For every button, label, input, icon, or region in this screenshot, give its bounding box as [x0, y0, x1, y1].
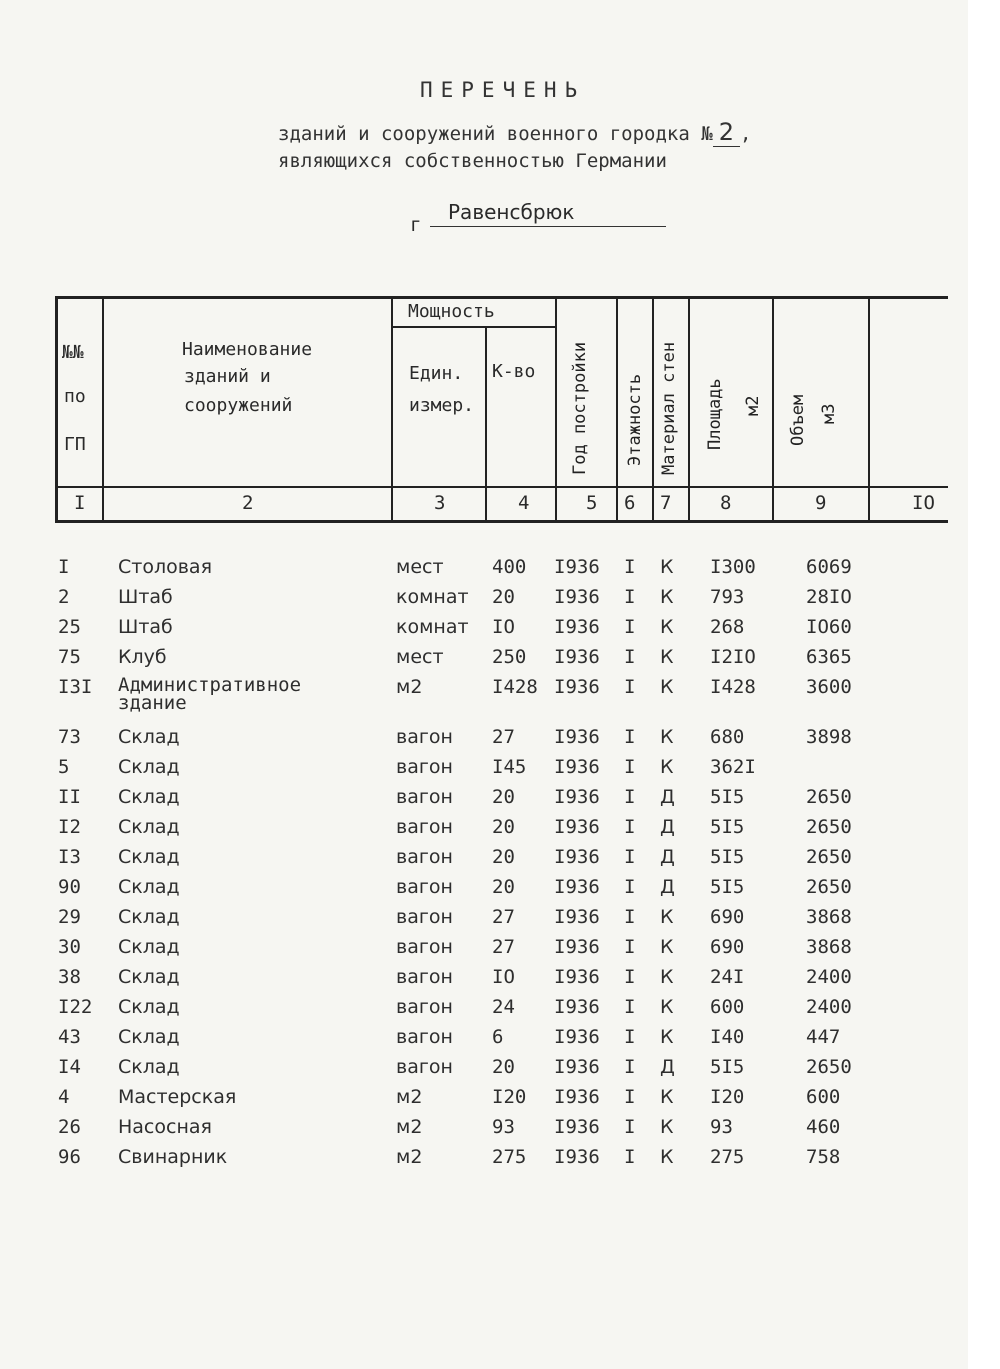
- quantity: 93: [492, 1116, 515, 1138]
- floor-count: I: [624, 906, 636, 928]
- col-border-9: [868, 296, 870, 523]
- quantity: 20: [492, 876, 515, 898]
- header-top-border: [55, 296, 948, 299]
- floor-count: I: [624, 1086, 636, 1108]
- volume-m3: 6069: [806, 556, 852, 578]
- building-name: Штаб: [118, 586, 173, 608]
- area-m2: 680: [710, 726, 745, 748]
- col-name-line1: Наименование: [182, 339, 313, 360]
- area-m2: 5I5: [710, 816, 745, 838]
- year-built: I936: [554, 646, 600, 668]
- volume-m3: 758: [806, 1146, 841, 1168]
- col-no-line2: по: [64, 386, 86, 407]
- quantity: 24: [492, 996, 515, 1018]
- building-name: Склад: [118, 996, 180, 1018]
- document-subtitle-line2: являющихся собственностью Германии: [278, 150, 667, 172]
- wall-material: К: [660, 646, 674, 668]
- wall-material: К: [660, 1116, 674, 1138]
- building-name: Склад: [118, 906, 180, 928]
- table-row: [0, 646, 968, 676]
- year-built: I936: [554, 786, 600, 808]
- row-number: 38: [58, 966, 81, 988]
- col-floors-label: Этажность: [625, 373, 645, 466]
- wall-material: К: [660, 936, 674, 958]
- building-name: Склад: [118, 1026, 180, 1048]
- colnum-1: I: [74, 492, 86, 514]
- building-name: Свинарник: [118, 1146, 228, 1168]
- area-m2: I300: [710, 556, 756, 578]
- year-built: I936: [554, 586, 600, 608]
- building-name: Штаб: [118, 616, 173, 638]
- volume-m3: 2650: [806, 786, 852, 808]
- unit-of-measure: комнат: [396, 586, 469, 608]
- year-built: I936: [554, 996, 600, 1018]
- unit-of-measure: вагон: [396, 756, 453, 778]
- area-m2: I2IO: [710, 646, 756, 668]
- unit-of-measure: вагон: [396, 876, 453, 898]
- unit-of-measure: вагон: [396, 846, 453, 868]
- volume-m3: 3868: [806, 906, 852, 928]
- building-name: Насосная: [118, 1116, 212, 1138]
- colnum-8: 8: [720, 492, 732, 514]
- col-border-8: [772, 296, 774, 523]
- floor-count: I: [624, 1026, 636, 1048]
- table-row: [0, 1056, 968, 1086]
- col-no-line3: ГП: [64, 434, 86, 455]
- unit-of-measure: вагон: [396, 816, 453, 838]
- year-built: I936: [554, 616, 600, 638]
- quantity: 20: [492, 786, 515, 808]
- building-name: Склад: [118, 786, 180, 808]
- building-name-line1: Административное: [118, 674, 302, 696]
- volume-m3: IO60: [806, 616, 852, 638]
- quantity: 20: [492, 586, 515, 608]
- wall-material: К: [660, 556, 674, 578]
- wall-material: Д: [660, 816, 675, 838]
- volume-m3: 447: [806, 1026, 841, 1048]
- subtitle-comma: ,: [739, 123, 752, 145]
- area-m2: 275: [710, 1146, 745, 1168]
- row-number: 26: [58, 1116, 81, 1138]
- area-m2: 5I5: [710, 846, 745, 868]
- table-row: [0, 586, 968, 616]
- table-row: [0, 556, 968, 586]
- floor-count: I: [624, 726, 636, 748]
- col-qty-label: К-во: [492, 361, 536, 382]
- row-number: II: [58, 786, 81, 808]
- table-row: [0, 966, 968, 996]
- building-name: Мастерская: [118, 1086, 237, 1108]
- volume-m3: 600: [806, 1086, 841, 1108]
- row-number: I3I: [58, 676, 93, 698]
- header-bottom-border: [55, 520, 948, 523]
- year-built: I936: [554, 936, 600, 958]
- quantity: 27: [492, 936, 515, 958]
- floor-count: I: [624, 756, 636, 778]
- col-name-line3: сооружений: [184, 395, 293, 416]
- building-name: Склад: [118, 1056, 180, 1078]
- power-group-divider: [392, 326, 556, 328]
- area-m2: 362I: [710, 756, 756, 778]
- floor-count: I: [624, 996, 636, 1018]
- year-built: I936: [554, 1056, 600, 1078]
- wall-material: К: [660, 906, 674, 928]
- wall-material: К: [660, 756, 674, 778]
- unit-of-measure: вагон: [396, 786, 453, 808]
- volume-m3: 2650: [806, 816, 852, 838]
- col-border-2: [391, 296, 393, 523]
- col-border-3: [485, 326, 487, 523]
- building-name: Склад: [118, 936, 180, 958]
- colnum-4: 4: [518, 492, 530, 514]
- unit-of-measure: м2: [396, 676, 423, 698]
- year-built: I936: [554, 756, 600, 778]
- wall-material: Д: [660, 1056, 675, 1078]
- floor-count: I: [624, 816, 636, 838]
- area-m2: 5I5: [710, 786, 745, 808]
- row-number: 43: [58, 1026, 81, 1048]
- unit-of-measure: м2: [396, 1146, 423, 1168]
- colnum-2: 2: [242, 492, 254, 514]
- power-group-label: Мощность: [408, 301, 495, 322]
- floor-count: I: [624, 646, 636, 668]
- volume-m3: 2650: [806, 846, 852, 868]
- unit-of-measure: комнат: [396, 616, 469, 638]
- col-volume-line2: м3: [819, 403, 839, 424]
- row-number: 75: [58, 646, 81, 668]
- volume-m3: 3868: [806, 936, 852, 958]
- year-built: I936: [554, 676, 600, 698]
- unit-of-measure: м2: [396, 1086, 423, 1108]
- unit-of-measure: м2: [396, 1116, 423, 1138]
- area-m2: 690: [710, 936, 745, 958]
- building-name: Клуб: [118, 646, 167, 668]
- area-m2: 24I: [710, 966, 745, 988]
- floor-count: I: [624, 876, 636, 898]
- floor-count: I: [624, 1146, 636, 1168]
- volume-m3: 2400: [806, 966, 852, 988]
- quantity: 20: [492, 816, 515, 838]
- building-name: Склад: [118, 876, 180, 898]
- building-name-line2: здание: [118, 692, 187, 714]
- area-m2: 600: [710, 996, 745, 1018]
- wall-material: К: [660, 1026, 674, 1048]
- volume-m3: 2650: [806, 1056, 852, 1078]
- wall-material: К: [660, 996, 674, 1018]
- volume-m3: 3600: [806, 676, 852, 698]
- unit-of-measure: вагон: [396, 966, 453, 988]
- row-number: 5: [58, 756, 70, 778]
- area-m2: 690: [710, 906, 745, 928]
- year-built: I936: [554, 1116, 600, 1138]
- floor-count: I: [624, 1116, 636, 1138]
- colnum-7: 7: [660, 492, 672, 514]
- quantity: 275: [492, 1146, 527, 1168]
- floor-count: I: [624, 556, 636, 578]
- document-subtitle-line1: [278, 118, 751, 146]
- colnum-3: 3: [434, 492, 446, 514]
- header-mid-border: [55, 486, 948, 488]
- unit-of-measure: вагон: [396, 726, 453, 748]
- year-built: I936: [554, 966, 600, 988]
- area-m2: 268: [710, 616, 745, 638]
- row-number: 29: [58, 906, 81, 928]
- table-row: [0, 786, 968, 816]
- quantity: 400: [492, 556, 527, 578]
- row-number: I2: [58, 816, 81, 838]
- building-name: Склад: [118, 846, 180, 868]
- unit-of-measure: мест: [396, 646, 444, 668]
- quantity: 20: [492, 1056, 515, 1078]
- colnum-9: 9: [815, 492, 827, 514]
- unit-of-measure: вагон: [396, 936, 453, 958]
- year-built: I936: [554, 906, 600, 928]
- wall-material: Д: [660, 786, 675, 808]
- row-number: 2: [58, 586, 70, 608]
- year-built: I936: [554, 876, 600, 898]
- year-built: I936: [554, 846, 600, 868]
- col-unit-line1: Един.: [409, 363, 464, 384]
- quantity: IO: [492, 966, 515, 988]
- quantity: I428: [492, 676, 538, 698]
- colnum-10: IO: [912, 492, 935, 514]
- unit-of-measure: вагон: [396, 996, 453, 1018]
- area-m2: 93: [710, 1116, 733, 1138]
- floor-count: I: [624, 586, 636, 608]
- row-number: 96: [58, 1146, 81, 1168]
- subtitle-text: зданий и сооружений военного городка №: [278, 123, 713, 145]
- row-number: I3: [58, 846, 81, 868]
- row-number: 73: [58, 726, 81, 748]
- table-row: [0, 616, 968, 646]
- col-border-4: [555, 296, 557, 523]
- document-title: ПЕРЕЧЕНЬ: [420, 78, 586, 102]
- quantity: 250: [492, 646, 527, 668]
- row-number: I4: [58, 1056, 81, 1078]
- col-material-label: Материал стен: [659, 341, 679, 475]
- building-name: Склад: [118, 966, 180, 988]
- area-m2: 5I5: [710, 1056, 745, 1078]
- city-name: Равенсбрюк: [430, 200, 666, 227]
- city-prefix: г: [410, 214, 422, 236]
- table-row: [0, 816, 968, 846]
- table-row: [0, 846, 968, 876]
- building-name: Склад: [118, 816, 180, 838]
- area-m2: I20: [710, 1086, 745, 1108]
- floor-count: I: [624, 846, 636, 868]
- quantity: I20: [492, 1086, 527, 1108]
- col-border-1: [102, 296, 104, 523]
- building-name: Столовая: [118, 556, 212, 578]
- col-area-line2: м2: [743, 395, 763, 416]
- col-border-6: [652, 296, 654, 523]
- row-number: I22: [58, 996, 93, 1018]
- row-number: I: [58, 556, 70, 578]
- town-number: 2: [713, 118, 740, 147]
- area-m2: 793: [710, 586, 745, 608]
- col-no-line1: №№: [62, 342, 84, 363]
- volume-m3: 28IO: [806, 586, 852, 608]
- table-row: [0, 1086, 968, 1116]
- wall-material: К: [660, 676, 674, 698]
- quantity: I45: [492, 756, 527, 778]
- quantity: 27: [492, 726, 515, 748]
- col-volume-line1: Объем: [788, 394, 808, 446]
- volume-m3: 460: [806, 1116, 841, 1138]
- table-row: [0, 756, 968, 786]
- wall-material: Д: [660, 876, 675, 898]
- col-border-0: [55, 296, 58, 523]
- row-number: 30: [58, 936, 81, 958]
- row-number: 4: [58, 1086, 70, 1108]
- floor-count: I: [624, 676, 636, 698]
- col-unit-line2: измер.: [409, 395, 475, 416]
- volume-m3: 6365: [806, 646, 852, 668]
- volume-m3: 2400: [806, 996, 852, 1018]
- col-border-5: [616, 296, 618, 523]
- unit-of-measure: вагон: [396, 906, 453, 928]
- floor-count: I: [624, 616, 636, 638]
- area-m2: I40: [710, 1026, 745, 1048]
- quantity: IO: [492, 616, 515, 638]
- wall-material: К: [660, 586, 674, 608]
- row-number: 25: [58, 616, 81, 638]
- colnum-6: 6: [624, 492, 636, 514]
- floor-count: I: [624, 786, 636, 808]
- col-name-line2: зданий и: [184, 366, 271, 387]
- floor-count: I: [624, 1056, 636, 1078]
- quantity: 6: [492, 1026, 504, 1048]
- wall-material: К: [660, 726, 674, 748]
- year-built: I936: [554, 1026, 600, 1048]
- table-row: [0, 876, 968, 906]
- col-border-7: [688, 296, 690, 523]
- area-m2: 5I5: [710, 876, 745, 898]
- year-built: I936: [554, 1146, 600, 1168]
- wall-material: К: [660, 1086, 674, 1108]
- year-built: I936: [554, 556, 600, 578]
- table-row: [0, 1146, 968, 1176]
- table-row: [0, 996, 968, 1026]
- unit-of-measure: вагон: [396, 1026, 453, 1048]
- colnum-5: 5: [586, 492, 598, 514]
- col-year-label: Год постройки: [570, 341, 590, 475]
- quantity: 27: [492, 906, 515, 928]
- volume-m3: 2650: [806, 876, 852, 898]
- table-row: [0, 906, 968, 936]
- floor-count: I: [624, 936, 636, 958]
- wall-material: Д: [660, 846, 675, 868]
- table-row: [0, 726, 968, 756]
- unit-of-measure: вагон: [396, 1056, 453, 1078]
- floor-count: I: [624, 966, 636, 988]
- quantity: 20: [492, 846, 515, 868]
- year-built: I936: [554, 816, 600, 838]
- building-name: Склад: [118, 726, 180, 748]
- year-built: I936: [554, 1086, 600, 1108]
- volume-m3: 3898: [806, 726, 852, 748]
- year-built: I936: [554, 726, 600, 748]
- table-row: [0, 1116, 968, 1146]
- area-m2: I428: [710, 676, 756, 698]
- table-row: [0, 1026, 968, 1056]
- wall-material: К: [660, 1146, 674, 1168]
- col-area-line1: Площадь: [705, 378, 725, 450]
- unit-of-measure: мест: [396, 556, 444, 578]
- building-name: [118, 676, 301, 712]
- row-number: 90: [58, 876, 81, 898]
- wall-material: К: [660, 966, 674, 988]
- wall-material: К: [660, 616, 674, 638]
- building-name: Склад: [118, 756, 180, 778]
- table-row: [0, 936, 968, 966]
- scan-margin: [968, 0, 1000, 1369]
- table-row: [0, 674, 968, 714]
